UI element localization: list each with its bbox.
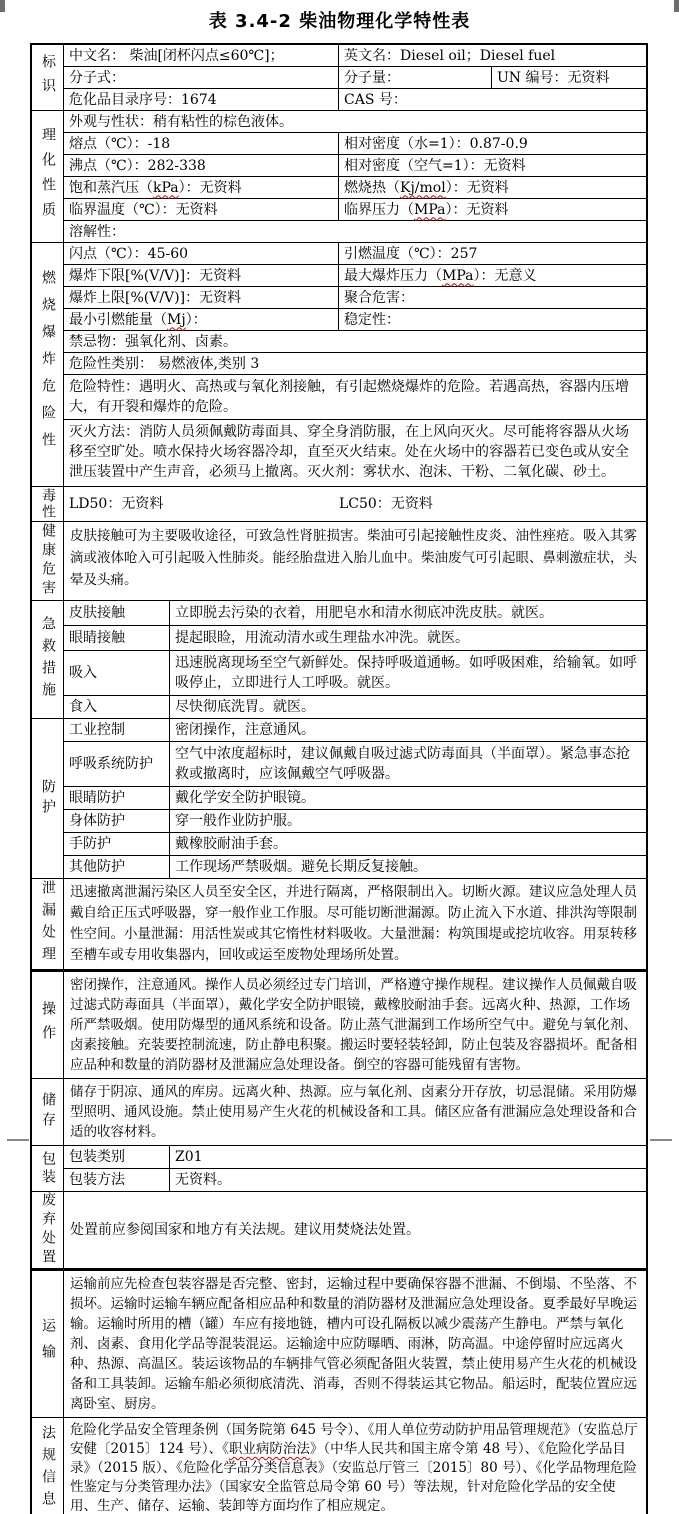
table-row [64,331,646,353]
section-physical-properties [32,111,646,243]
spellcheck-flagged-text: Kj/mol [400,179,446,196]
ld50-value: LD50：无资料 [69,496,164,512]
cell-polymerization-hazard: 聚合危害： [338,287,646,308]
cell-fire-fighting-method: 灭火方法：消防人员须佩戴防毒面具、穿全身消防服，在上风向灭火。尽可能将容器从火场移至空旷处。喷水保持火场容器冷却，直至灭火结束。处在火场中的容器若已变色或从安全泄压装置中产生声音，必须马上撤离。灭火剂：雾状水、泡沫、干粉、二氧化碳、砂土。 [69,424,629,480]
health-hazard-text: 皮肤接触可为主要吸收途径，可致急性肾脏损害。柴油可引起接触性皮炎、油性痤疮。吸入其雾滴或液体呛入可引起吸入性肺炎。能经胎盘进入胎儿血中。柴油废气可引起眼、鼻刺激症状，头晕及头痛。 [70,528,637,588]
protection-key: 手防护 [64,833,170,855]
table-row [64,810,646,833]
section-leak-handling [32,879,646,970]
section-label-physical [32,111,64,242]
protection-key: 呼吸系统防护 [64,742,170,786]
table-row [64,375,646,420]
section-label-text: 运输 [40,1318,56,1370]
text-fragment: 燃烧热（ [344,179,400,196]
section-label-toxicity [32,487,64,521]
table-row [64,833,646,856]
cell-critical-pressure [338,199,646,220]
section-label-text: 废弃处置 [40,1192,56,1268]
lc50-value: LC50：无资料 [339,496,433,512]
section-label-health-hazard [32,522,64,600]
cell-hazard-class: 危险性类别： 易燃液体,类别 3 [69,355,260,372]
section-label-leak-handling [32,879,64,969]
section-toxicity [32,487,646,522]
cell-density-water: 相对密度（水=1）：0.87-0.9 [338,133,646,154]
text-fragment: 临界压力（ [344,201,414,218]
text-fragment: 最小引燃能量（ [69,311,167,328]
section-fire-explosion-hazard [32,243,646,487]
section-label-text: 健康危害 [40,523,56,599]
cell-max-explosion-pressure [338,265,646,286]
text-fragment: 最大爆炸压力（ [344,267,442,284]
first-aid-value: 立即脱去污染的衣着，用肥皂水和清水彻底冲洗皮肤。就医。 [175,605,553,621]
cell-ignition-temperature: 引燃温度（℃）：257 [338,243,646,264]
cell-solubility: 溶解性： [69,223,125,240]
section-first-aid [32,601,646,719]
section-label-text: 急救措施 [40,615,56,704]
page-break-mark-left [7,1139,29,1141]
cell-mol-weight: 分子量： [338,67,491,88]
first-aid-value: 迅速脱离现场至空气新鲜处。保持呼吸道通畅。如呼吸困难，给输氧。如呼吸停止，立即进行人工呼吸。就医。 [175,655,637,691]
packaging-key: 包装类别 [64,1146,170,1168]
regulation-text [64,1418,646,1514]
protection-value: 戴橡胶耐油手套。 [175,836,287,852]
table-row [64,177,646,199]
packaging-value: 无资料。 [175,1172,231,1188]
table-row [64,487,646,521]
protection-value: 戴化学安全防护眼镜。 [175,790,315,806]
protection-key: 工业控制 [64,719,170,741]
transport-text: 运输前应先检查包装容器是否完整、密封，运输过程中要确保容器不泄漏、不倒塌、不坠落、不损坏。运输时运输车辆应配备相应品种和数量的消防器材及泄漏应急处理设备。夏季最好早晚运输。运输时所用的槽（罐）车应有接地链，槽内可设孔隔板以减少震荡产生静电。严禁与氧化剂、卤素、食用化学品等混装混运。运输途中应防曝晒、雨淋，防高温。中途停留时应远离火种、热源、高温区。装运该物品的车辆排气管必须配备阻火装置，禁止使用易产生火花的机械设备和工具装卸。运输车船必须彻底清洗、消毒，否则不得装运其它物品。船运时，配装位置应远离卧室、厨房。 [70,1276,637,1412]
section-operation [32,970,646,1079]
property-table [30,43,648,1514]
section-packaging [32,1146,646,1192]
protection-key: 身体防护 [64,810,170,832]
cell-hazard-characteristics: 危险特性：遇明火、高热或与氧化剂接触，有引起燃烧爆炸的危险。若遇高热，容器内压增大，有开裂和爆炸的危险。 [69,379,629,415]
section-regulation-info [32,1418,646,1514]
text-fragment: ）：无资料 [178,179,242,196]
first-aid-key: 皮肤接触 [64,601,170,625]
protection-value: 空气中浓度超标时，建议佩戴自吸过滤式防毒面具（半面罩）。紧急事态抢救或撤离时，应该佩戴空气呼吸器。 [175,746,630,782]
table-row [64,89,646,110]
section-disposal [32,1192,646,1269]
section-storage [32,1079,646,1146]
cell-min-ignition-energy [64,309,338,330]
section-label-disposal [32,1192,64,1268]
section-health-hazard [32,522,646,601]
packaging-key: 包装方法 [64,1169,170,1191]
table-row [64,353,646,375]
cell-boiling-point: 沸点（℃）：282-338 [69,157,206,174]
cell-combustion-heat [338,177,646,198]
table-row [64,719,646,742]
table-row [64,651,646,696]
table-row [64,742,646,787]
cell-incompatibles: 禁忌物：强氧化剂、卤素。 [69,333,237,350]
table-row [64,626,646,651]
section-identification [32,45,646,111]
section-label-fire-explosion [32,243,64,486]
cell-catalog-number: 危化品目录序号：1674 [69,91,217,108]
text-fragment: 》（中华人民共和国主席令第 48 号）、《危险化学品目录》（2015 版）、《危险化学品分类信息表》（安监总厅管三〔2015〕80 号）、《化学品物理危险性鉴定与分类管理办法》（国家安全监管总局令第 60 号）等法规，针对危险化学品的安全使用、生产、储存、运输、装卸等方面均作了相应规定。 [70,1441,637,1514]
cell-density-air: 相对密度（空气=1）：无资料 [338,155,646,176]
first-aid-value: 尽快彻底洗胃。就医。 [175,699,315,715]
text-fragment: ）： [185,311,207,328]
text-fragment: 危险化学品安全管理条例（国务院第 645 号令）、《用人单位劳动防护用品管理规范》（安监总厅安健〔2015〕124 号）、《 [70,1422,638,1457]
section-label-text: 包装 [40,1150,56,1187]
section-label-text: 标识 [40,53,56,102]
section-label-identification [32,45,64,110]
section-label-first-aid [32,601,64,718]
table-row [64,67,646,89]
spellcheck-flagged-text: kPa [153,179,179,196]
cell-en-name: 英文名：Diesel oil；Diesel fuel [338,45,646,66]
section-transport [32,1269,646,1418]
cell-vapor-pressure [64,177,338,198]
first-aid-key: 眼睛接触 [64,626,170,650]
table-row [64,133,646,155]
page-title: 表 3.4-2 柴油物理化学特性表 [208,11,471,32]
section-label-text: 毒性 [40,488,56,520]
table-row [64,287,646,309]
text-fragment: ）：无资料 [445,179,509,196]
cell-explosion-lower-limit: 爆炸下限[%(V/V)]：无资料 [69,267,242,284]
table-row [64,601,646,626]
table-row [64,787,646,810]
section-label-text: 操作 [40,1001,56,1049]
cell-formula: 分子式： [69,69,125,86]
disposal-text: 处置前应参阅国家和地方有关法规。建议用焚烧法处置。 [70,1221,420,1238]
table-row [64,856,646,878]
table-row [64,199,646,221]
packaging-value: Z01 [175,1149,203,1165]
table-row [64,111,646,133]
cell-flash-point: 闪点（℃）：45-60 [69,245,189,262]
section-label-packaging [32,1146,64,1191]
text-fragment: 饱和蒸汽压（ [69,179,153,196]
protection-value: 穿一般作业防护服。 [175,813,301,829]
section-label-operation [32,972,64,1078]
table-row [64,696,646,718]
table-row [64,1146,646,1169]
spellcheck-flagged-text: MPa [414,201,446,218]
cell-cas-number: CAS 号： [338,89,646,110]
first-aid-value: 提起眼睑，用流动清水或生理盐水冲洗。就医。 [175,630,469,646]
table-row [64,265,646,287]
first-aid-key: 吸入 [64,651,170,695]
cell-critical-temperature: 临界温度（℃）：无资料 [69,201,218,218]
cell-appearance: 外观与性状：稍有粘性的棕色液体。 [69,113,293,130]
section-protection [32,719,646,879]
section-label-text: 燃烧爆炸危险性 [40,270,56,459]
protection-key: 眼睛防护 [64,787,170,809]
storage-text: 储存于阴凉、通风的库房。远离火种、热源。应与氧化剂、卤素分开存放，切忌混储。采用防爆型照明、通风设施。禁止使用易产生火花的机械设备和工具。储区应备有泄漏应急处理设备和合适的收容材料。 [70,1084,637,1140]
section-label-text: 法规信息 [40,1424,56,1513]
spellcheck-flagged-text: Mj [167,311,186,328]
first-aid-key: 食入 [64,696,170,718]
section-label-text: 防护 [40,778,56,819]
section-label-text: 理化性质 [40,126,56,227]
table-row [64,1169,646,1191]
section-label-text: 储存 [40,1092,56,1132]
spellcheck-flagged-text: MPa [442,267,474,284]
cell-explosion-upper-limit: 爆炸上限[%(V/V)]：无资料 [69,289,242,306]
leak-handling-text: 迅速撤离泄漏污染区人员至安全区，并进行隔离，严格限制出入。切断火源。建议应急处理人员戴自给正压式呼吸器，穿一般作业工作服。尽可能切断泄漏源。防止流入下水道、排洪沟等限制性空间。小量泄漏：用活性炭或其它惰性材料吸收。大量泄漏：构筑围堤或挖坑收容。用泵转移至槽车或专用收集器内，回收或运至废物处理场所处置。 [70,884,637,963]
cell-melting-point: 熔点（℃）：-18 [69,135,171,152]
table-row [64,45,646,67]
section-label-transport [32,1271,64,1417]
protection-value: 密闭操作，注意通风。 [175,722,315,738]
table-row [64,155,646,177]
section-label-storage [32,1079,64,1145]
section-label-protection [32,719,64,878]
table-row [64,309,646,331]
operation-text: 密闭操作，注意通风。操作人员必须经过专门培训，严格遵守操作规程。建议操作人员佩戴自吸过滤式防毒面具（半面罩），戴化学安全防护眼镜，戴橡胶耐油手套。远离火种、热源，工作场所严禁吸烟。使用防爆型的通风系统和设备。防止蒸气泄漏到工作场所空气中。避免与氧化剂、卤素接触。充装要控制流速，防止静电积聚。搬运时要轻装轻卸，防止包装及容器损坏。配备相应品种和数量的消防器材及泄漏应急处理设备。倒空的容器可能残留有害物。 [70,977,637,1073]
cell-un-number: UN 编号：无资料 [491,67,646,88]
section-label-text: 泄漏处理 [40,880,56,968]
page-break-mark-right [650,1139,672,1141]
spellcheck-flagged-text: 职业病防治法 [228,1441,310,1457]
section-label-regulation [32,1418,64,1514]
table-row [64,221,646,242]
table-row [64,420,646,486]
protection-value: 工作现场严禁吸烟。避免长期反复接触。 [175,859,427,875]
cell-toxicity-values [64,487,646,521]
text-fragment: ）：无意义 [473,267,537,284]
text-fragment: ）：无资料 [445,201,509,218]
table-row [64,243,646,265]
cell-cn-name: 中文名： 柴油[闭杯闪点≤60℃]； [69,47,284,64]
cell-stability: 稳定性： [338,309,646,330]
protection-key: 其他防护 [64,856,170,878]
